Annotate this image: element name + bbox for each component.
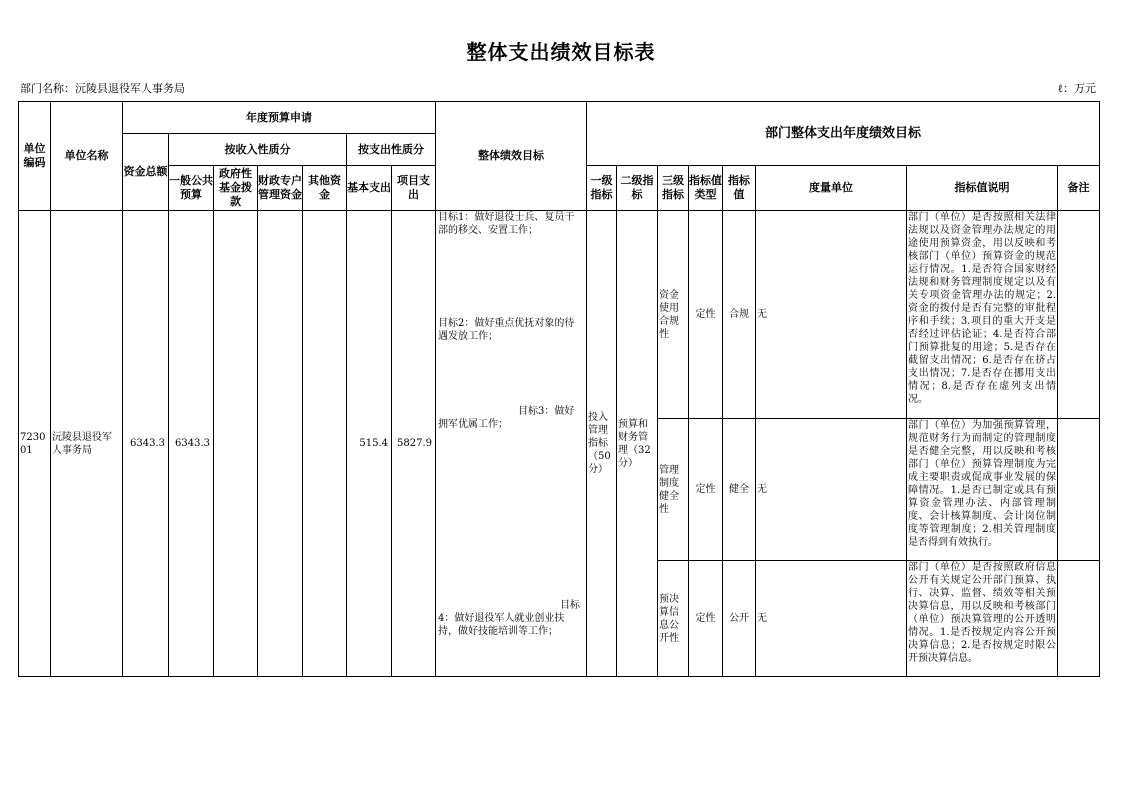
cell-level3-3: 预决算信息公开性: [658, 561, 689, 677]
header-level2: 二级指标: [617, 166, 658, 211]
header-project-expense: 项目支出: [392, 166, 436, 211]
cell-special-fund: [258, 211, 303, 677]
cell-desc-3: [907, 561, 1058, 677]
cell-desc-2: [907, 419, 1058, 561]
desc-text-2: 部门（单位）为加强预算管理，规范财务行为而制定的管理制度是否健全完整，用以反映和考核部门（单位）预算管理制度为完成主要职责或促成事业发展的保障情况。1.是否已制定或具有预算资金管理办法、内部管理制度、会计核算制度、会计岗位制度等管理制度；2.相关管理制度是否得到有效执行。: [908, 420, 1056, 548]
header-overall-goal: 整体绩效目标: [436, 102, 587, 211]
cell-remarks-3: [1058, 561, 1100, 677]
cell-overall-goal: [436, 211, 587, 677]
department-name: 部门名称：沅陵县退役军人事务局: [20, 82, 185, 95]
cell-remarks-1: [1058, 211, 1100, 419]
header-dept-goal: 部门整体支出年度绩效目标: [587, 102, 1100, 166]
cell-unit-code: 723001: [19, 211, 51, 677]
header-measure-unit: 度量单位: [756, 166, 907, 211]
goal-item-2: 目标2：做好重点优抚对象的待遇发放工作；: [438, 318, 575, 342]
cell-project-expense: 5827.9: [392, 211, 436, 677]
cell-type-3: 定性: [689, 561, 723, 677]
cell-level3-2: 管理制度健全性: [658, 419, 689, 561]
desc-text-1: 部门（单位）是否按照相关法律法规以及资金管理办法规定的用途使用预算资金，用以反映和考核部门（单位）预算资金的规范运行情况。1.是否符合国家财经法规和财务管理制度规定以及有关专项资金管理办法的规定；2.资金的拨付是否有完整的审批程序和手续；3.项目的重大开支是否经过评估论证；4.是否符合部门预算批复的用途；5.是否存在截留支出情况；6.是否存在挤占支出情况；7.是否存在挪用支出情况；8.是否存在虚列支出情况。: [908, 212, 1056, 405]
header-unit-code: 单位编码: [19, 102, 51, 211]
cell-level2: 预算和财务管理（32分）: [617, 211, 658, 677]
header-value-desc: 指标值说明: [907, 166, 1058, 211]
cell-total-funds: 6343.3: [123, 211, 169, 677]
header-other-funds: 其他资金: [303, 166, 347, 211]
header-basic-expense: 基本支出: [347, 166, 392, 211]
header-special-fund: 财政专户管理资金: [258, 166, 303, 211]
cell-general-budget: 6343.3: [169, 211, 214, 677]
header-value-type: 指标值类型: [689, 166, 723, 211]
header-level3: 三级指标: [658, 166, 689, 211]
header-total-funds: 资金总额: [123, 134, 169, 211]
cell-value-3: 公开: [723, 561, 756, 677]
cell-basic-expense: 515.4: [347, 211, 392, 677]
cell-value-2: 健全: [723, 419, 756, 561]
cell-level1: 投入管理指标（50分）: [587, 211, 617, 677]
header-gov-fund: 政府性基金拨款: [214, 166, 258, 211]
cell-gov-fund: [214, 211, 258, 677]
header-annual-budget: 年度预算申请: [123, 102, 436, 134]
cell-desc-1: [907, 211, 1058, 419]
goal-item-3: 目标3：做好拥军优属工作；: [438, 406, 575, 430]
cell-other-funds: [303, 211, 347, 677]
header-by-income: 按收入性质分: [169, 134, 347, 166]
header-by-expense: 按支出性质分: [347, 134, 436, 166]
header-value: 指标值: [723, 166, 756, 211]
cell-value-1: 合规: [723, 211, 756, 419]
cell-type-2: 定性: [689, 419, 723, 561]
cell-unit-3: 无: [756, 561, 907, 677]
desc-text-3: 部门（单位）是否按照政府信息公开有关规定公开部门预算、执行、决算、监督、绩效等相关预决算信息，用以反映和考核部门（单位）预决算管理的公开透明情况。1.是否按规定内容公开预决算信息；2.是否按规定时限公开预决算信息。: [908, 562, 1056, 664]
header-remarks: 备注: [1058, 166, 1100, 211]
header-general-budget: 一般公共预算: [169, 166, 214, 211]
currency-unit: ℓ：万元: [1057, 82, 1096, 95]
header-level1: 一级指标: [587, 166, 617, 211]
performance-table: [18, 101, 1100, 677]
cell-unit-name: 沅陵县退役军人事务局: [51, 211, 123, 677]
page-title: 整体支出绩效目标表: [466, 40, 656, 64]
cell-unit-2: 无: [756, 419, 907, 561]
goal-item-1: 目标1：做好退役士兵、复员干部的移交、安置工作；: [438, 212, 575, 236]
cell-unit-1: 无: [756, 211, 907, 419]
cell-remarks-2: [1058, 419, 1100, 561]
cell-type-1: 定性: [689, 211, 723, 419]
goal-item-4: 目标4：做好退役军人就业创业扶持，做好技能培训等工作；: [438, 600, 580, 637]
cell-level3-1: 资金使用合规性: [658, 211, 689, 419]
header-unit-name: 单位名称: [51, 102, 123, 211]
